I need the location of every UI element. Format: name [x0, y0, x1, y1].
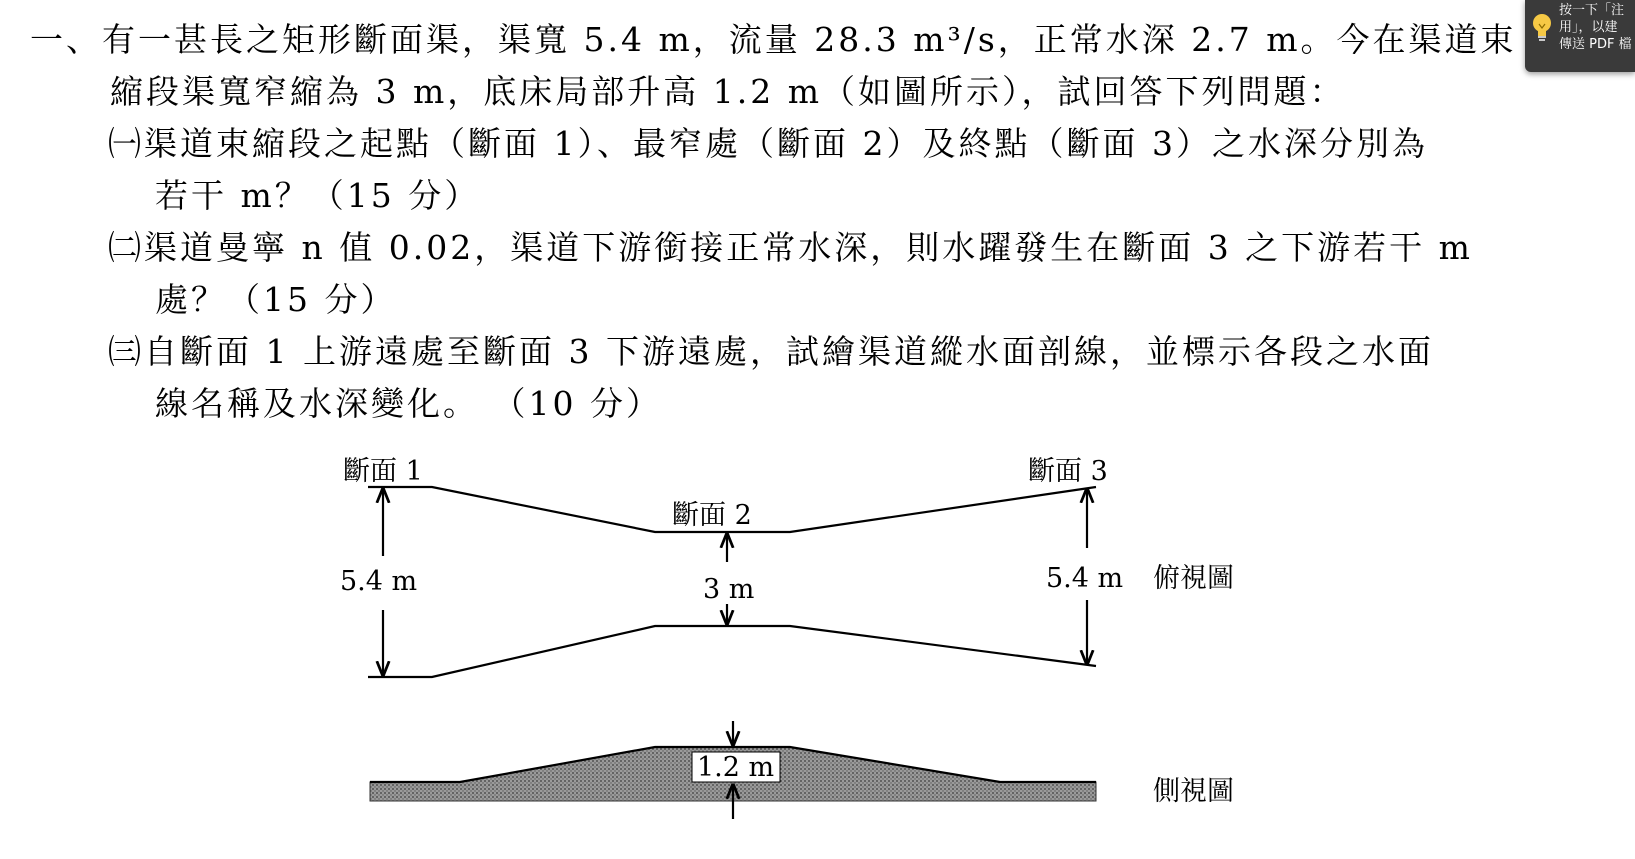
- question-intro-line-1: 一、有一甚長之矩形斷面渠，渠寬 5.4 m，流量 28.3 m³/s，正常水深 2.7 m。今在渠道束: [30, 20, 1517, 59]
- subquestion-1-line-2: 若干 m？（15 分）: [155, 176, 481, 215]
- subquestion-1-line-1: ㈠渠道束縮段之起點（斷面 1）、最窄處（斷面 2）及終點（斷面 3）之水深分別為: [108, 124, 1428, 163]
- step-height-label: 1.2 m: [697, 752, 775, 783]
- tooltip-line-2: 用」，以建: [1559, 20, 1618, 35]
- bottom-wall-line: [368, 626, 1096, 677]
- tooltip-text: [1559, 2, 1632, 53]
- top-view-label: 俯視圖: [1153, 563, 1234, 594]
- width-1-label: 5.4 m: [340, 566, 418, 597]
- subquestion-2-line-2: 處？（15 分）: [155, 280, 397, 319]
- section-2-label: 斷面 2: [672, 500, 752, 531]
- width-2-label: 3 m: [703, 574, 755, 605]
- tooltip-line-1: 按一下「注: [1559, 3, 1625, 18]
- subquestion-3-line-2: 線名稱及水深變化。 （10 分）: [155, 384, 662, 423]
- channel-contraction-figure: [0, 440, 1635, 859]
- section-1-label: 斷面 1: [343, 456, 423, 487]
- question-intro-line-2: 縮段渠寬窄縮為 3 m，底床局部升高 1.2 m（如圖所示），試回答下列問題：: [110, 72, 1346, 111]
- width-3-label: 5.4 m: [1046, 563, 1124, 594]
- pdf-tooltip-popup[interactable]: [1525, 0, 1635, 72]
- subquestion-3-line-1: ㈢自斷面 1 上游遠處至斷面 3 下游遠處，試繪渠道縱水面剖線，並標示各段之水面: [108, 332, 1434, 371]
- subquestion-2-line-1: ㈡渠道曼寧 n 值 0.02，渠道下游銜接正常水深，則水躍發生在斷面 3 之下游若干 m: [108, 228, 1473, 267]
- tooltip-line-3: 傳送 PDF 檔: [1559, 37, 1632, 52]
- section-3-label: 斷面 3: [1028, 456, 1108, 487]
- side-view-label: 側視圖: [1153, 776, 1234, 807]
- lightbulb-icon: [1529, 12, 1555, 42]
